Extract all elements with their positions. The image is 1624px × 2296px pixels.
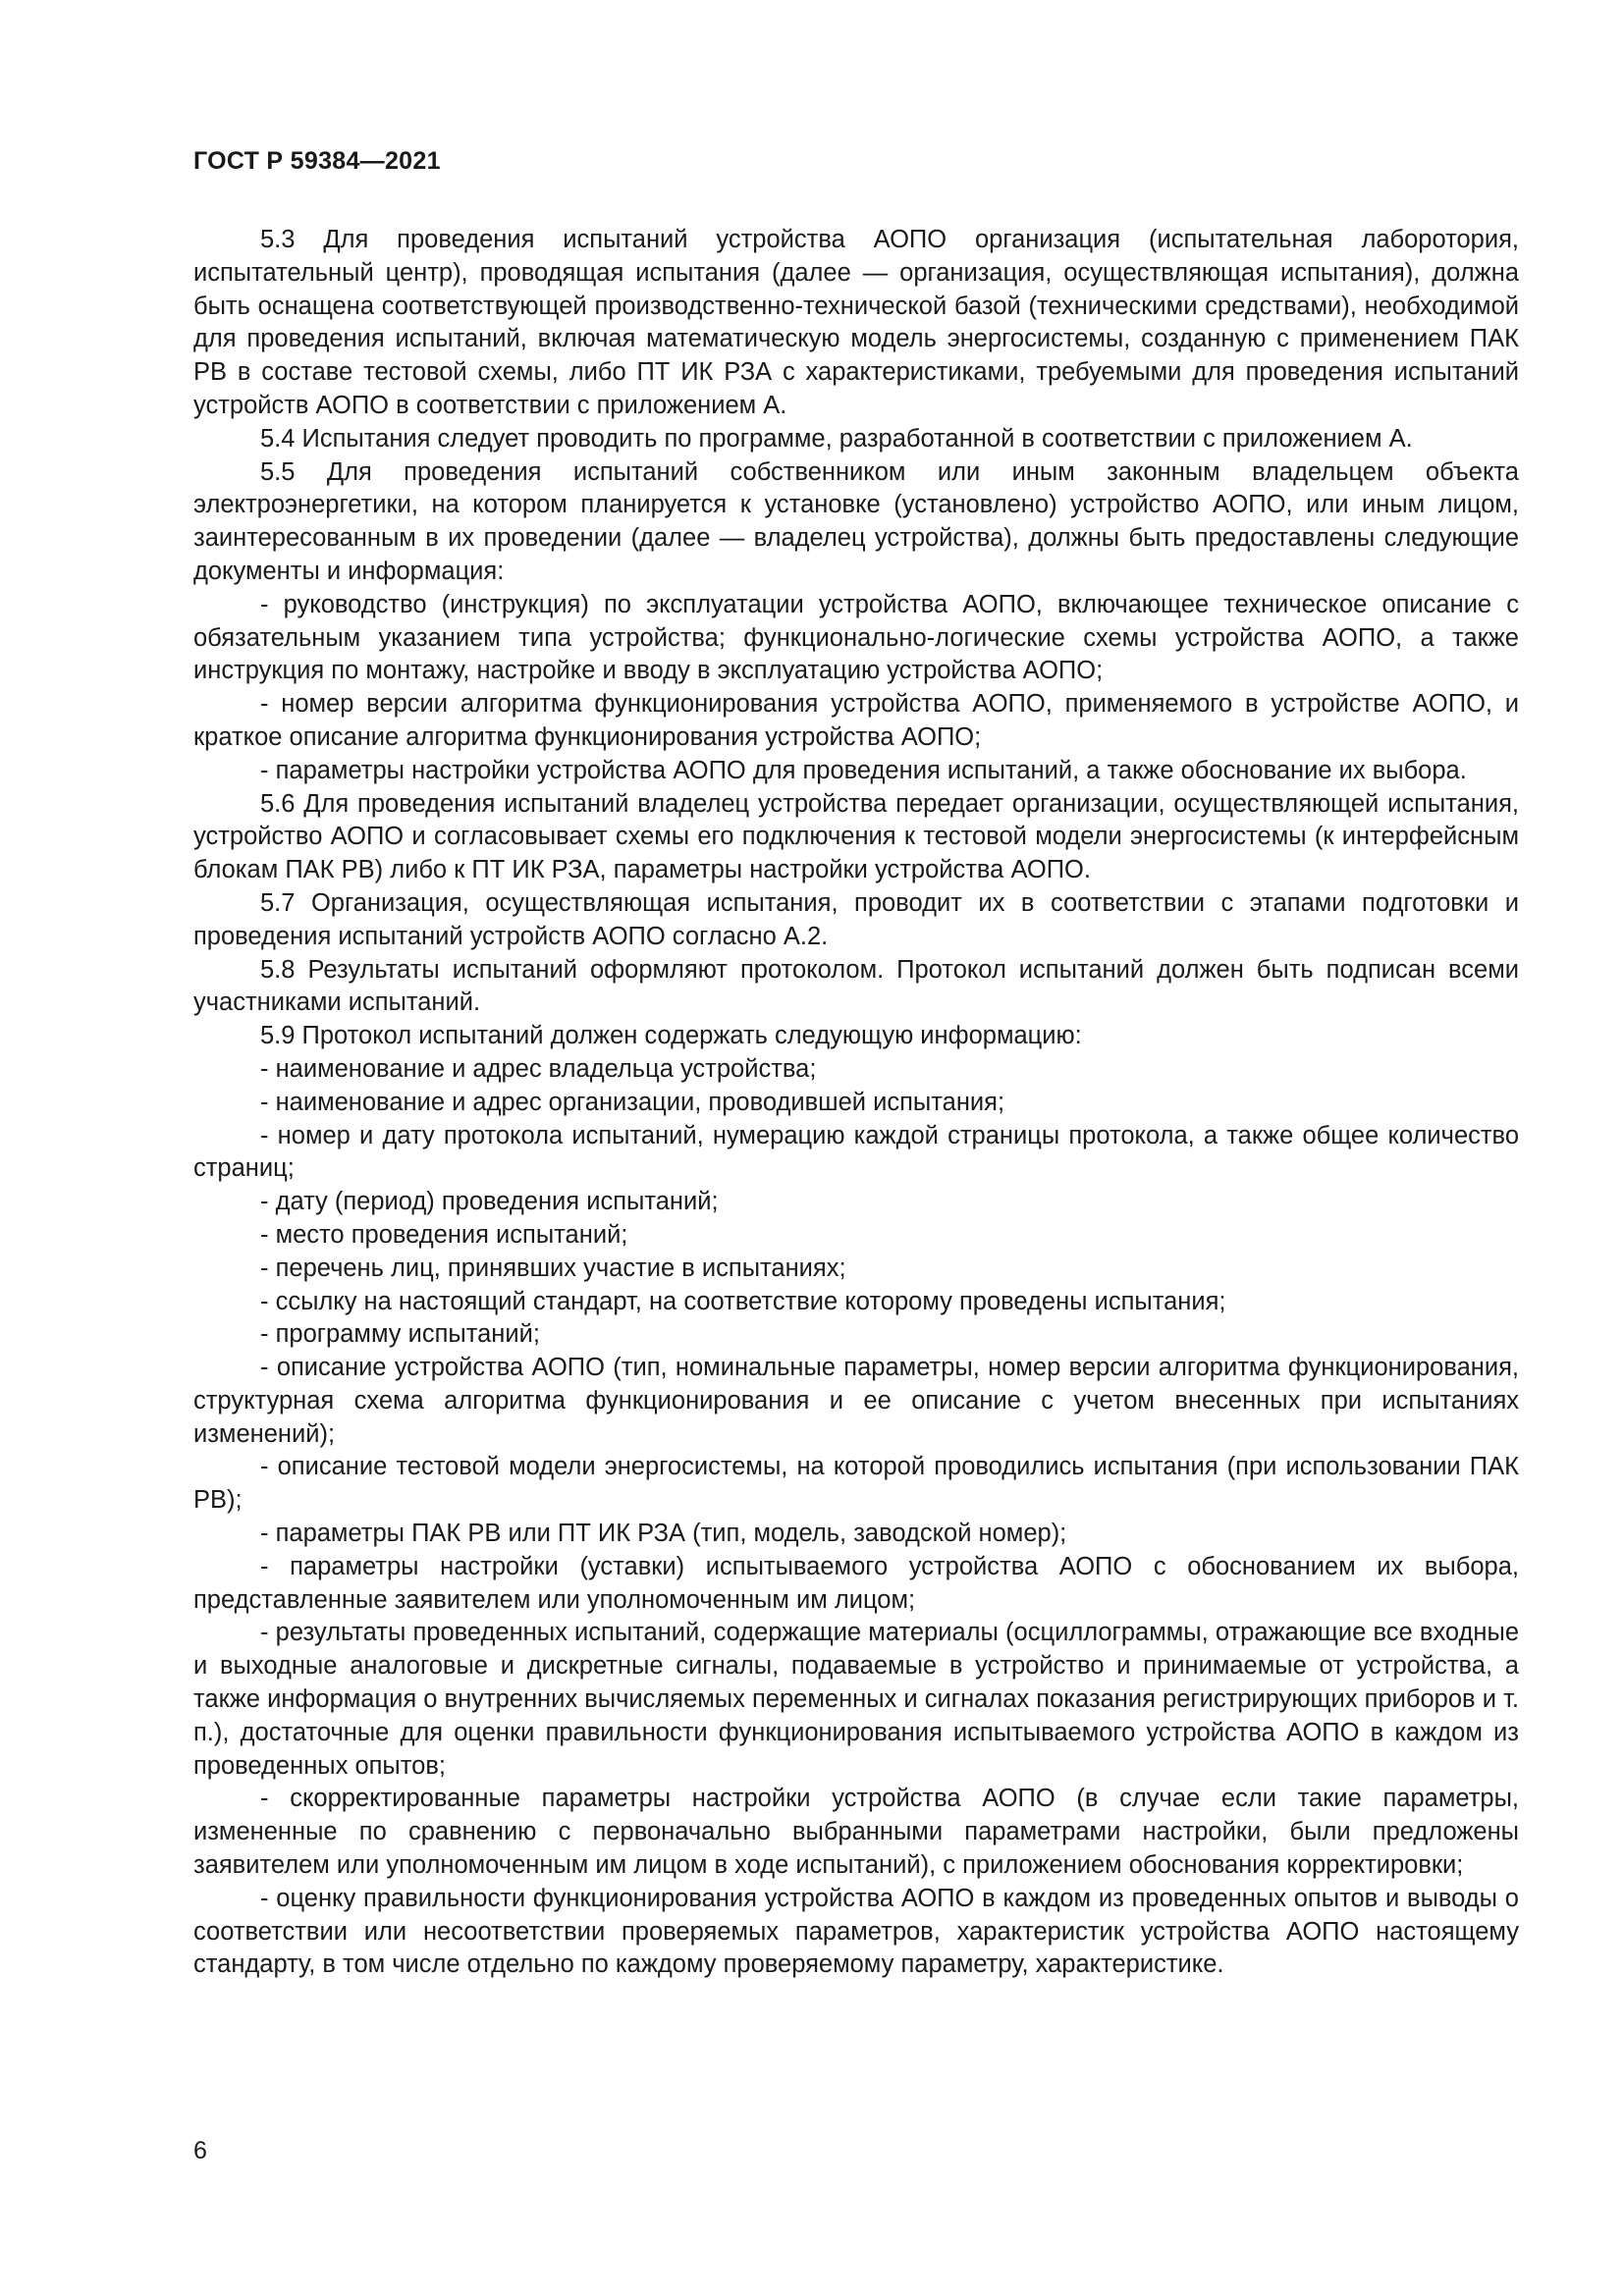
list-item: - оценку правильности функционирования устройства АОПО в каждом из проведенных опытов и выводы о соответствии или несоответствии проверяемых параметров, характеристик устройства АОПО настоящему стандарту, в том числе отдельно по каждому проверяемому параметру, характеристике. (193, 1884, 1519, 1979)
paragraph-5-9: 5.9 Протокол испытаний должен содержать следующую информацию: (260, 1022, 1082, 1050)
document-body (193, 224, 1519, 1982)
list-item: - параметры настройки (уставки) испытываемого устройства АОПО с обоснованием их выбора, представленные заявителем или уполномоченным им лицом; (193, 1552, 1519, 1614)
list-item: - скорректированные параметры настройки устройства АОПО (в случае если такие параметры, измененные по сравнению с первоначально выбранными параметрами настройки, были предложены заявителем или уполномоченным им лицом в ходе испытаний), с приложением обоснования корректировки; (193, 1785, 1519, 1880)
list-item: - результаты проведенных испытаний, содержащие материалы (осциллограммы, отражающие все входные и выходные аналоговые и дискретные сигналы, подаваемые в устройство и принимаемые от устройства, а также информация о внутренних вычисляемых переменных и сигналах показания регистрирующих приборов и т. п.), достаточные для оценки правильности функционирования испытываемого устройства АОПО в каждом из проведенных опытов; (193, 1619, 1519, 1780)
paragraph-5-6: 5.6 Для проведения испытаний владелец устройства передает организации, осуществляющей испытания, устройство АОПО и согласовывает схемы его подключения к тестовой модели энергосистемы (к интерфейсным блокам ПАК РВ) либо к ПТ ИК РЗА, параметры настройки устройства АОПО. (193, 789, 1519, 884)
list-item: - номер и дату протокола испытаний, нумерацию каждой страницы протокола, а также общее количество страниц; (193, 1121, 1519, 1183)
list-item: - перечень лиц, принявших участие в испытаниях; (260, 1254, 846, 1282)
document-header: ГОСТ Р 59384—2021 (193, 147, 441, 175)
list-item: - параметры ПАК РВ или ПТ ИК РЗА (тип, модель, заводской номер); (260, 1520, 1067, 1548)
paragraph-5-5: 5.5 Для проведения испытаний собственником или иным законным владельцем объекта электроэнергетики, на котором планируется к установке (установлено) устройство АОПО, или иным лицом, заинтересованным в их проведении (далее — владелец устройства), должны быть предоставлены следующие документы и информация: (193, 457, 1519, 585)
paragraph-5-3: 5.3 Для проведения испытаний устройства АОПО организация (испытательная лаборотория, испытательный центр), проводящая испытания (далее — организация, осуществляющая испытания), должна быть оснащена соответствующей производственно-технической базой (техническими средствами), необходимой для проведения испытаний, включая математическую модель энергосистемы, созданную с применением ПАК РВ в составе тестовой схемы, либо ПТ ИК РЗА с характеристиками, требуемыми для проведения испытаний устройств АОПО в соответствии с приложением А. (193, 226, 1519, 419)
paragraph-5-8: 5.8 Результаты испытаний оформляют протоколом. Протокол испытаний должен быть подписан всеми участниками испытаний. (193, 955, 1519, 1017)
list-item: - параметры настройки устройства АОПО для проведения испытаний, а также обоснование их выбора. (260, 756, 1467, 784)
list-item: - номер версии алгоритма функционирования устройства АОПО, применяемого в устройстве АОПО, и краткое описание алгоритма функционирования устройства АОПО; (193, 690, 1519, 751)
list-item: - место проведения испытаний; (260, 1220, 628, 1249)
list-item: - ссылку на настоящий стандарт, на соответствие которому проведены испытания; (260, 1287, 1226, 1315)
list-item: - наименование и адрес владельца устройства; (260, 1054, 817, 1083)
paragraph-5-7: 5.7 Организация, осуществляющая испытания, проводит их в соответствии с этапами подготовки и проведения испытаний устройств АОПО согласно А.2. (193, 888, 1519, 950)
list-item: - руководство (инструкция) по эксплуатации устройства АОПО, включающее техническое описание с обязательным указанием типа устройства; функционально-логические схемы устройства АОПО, а также инструкция по монтажу, настройке и вводу в эксплуатацию устройства АОПО; (193, 590, 1519, 685)
list-item: - описание устройства АОПО (тип, номинальные параметры, номер версии алгоритма функционирования, структурная схема алгоритма функционирования и ее описание с учетом внесенных при испытаниях изменений); (193, 1354, 1519, 1448)
list-item: - программу испытаний; (260, 1320, 540, 1349)
list-item: - дату (период) проведения испытаний; (260, 1188, 719, 1216)
list-item: - наименование и адрес организации, проводившей испытания; (260, 1088, 1005, 1116)
page-number: 6 (193, 2137, 207, 2164)
list-item: - описание тестовой модели энергосистемы, на которой проводились испытания (при использовании ПАК РВ); (193, 1453, 1519, 1515)
paragraph-5-4: 5.4 Испытания следует проводить по программе, разработанной в соответствии с приложением А. (260, 424, 1413, 453)
